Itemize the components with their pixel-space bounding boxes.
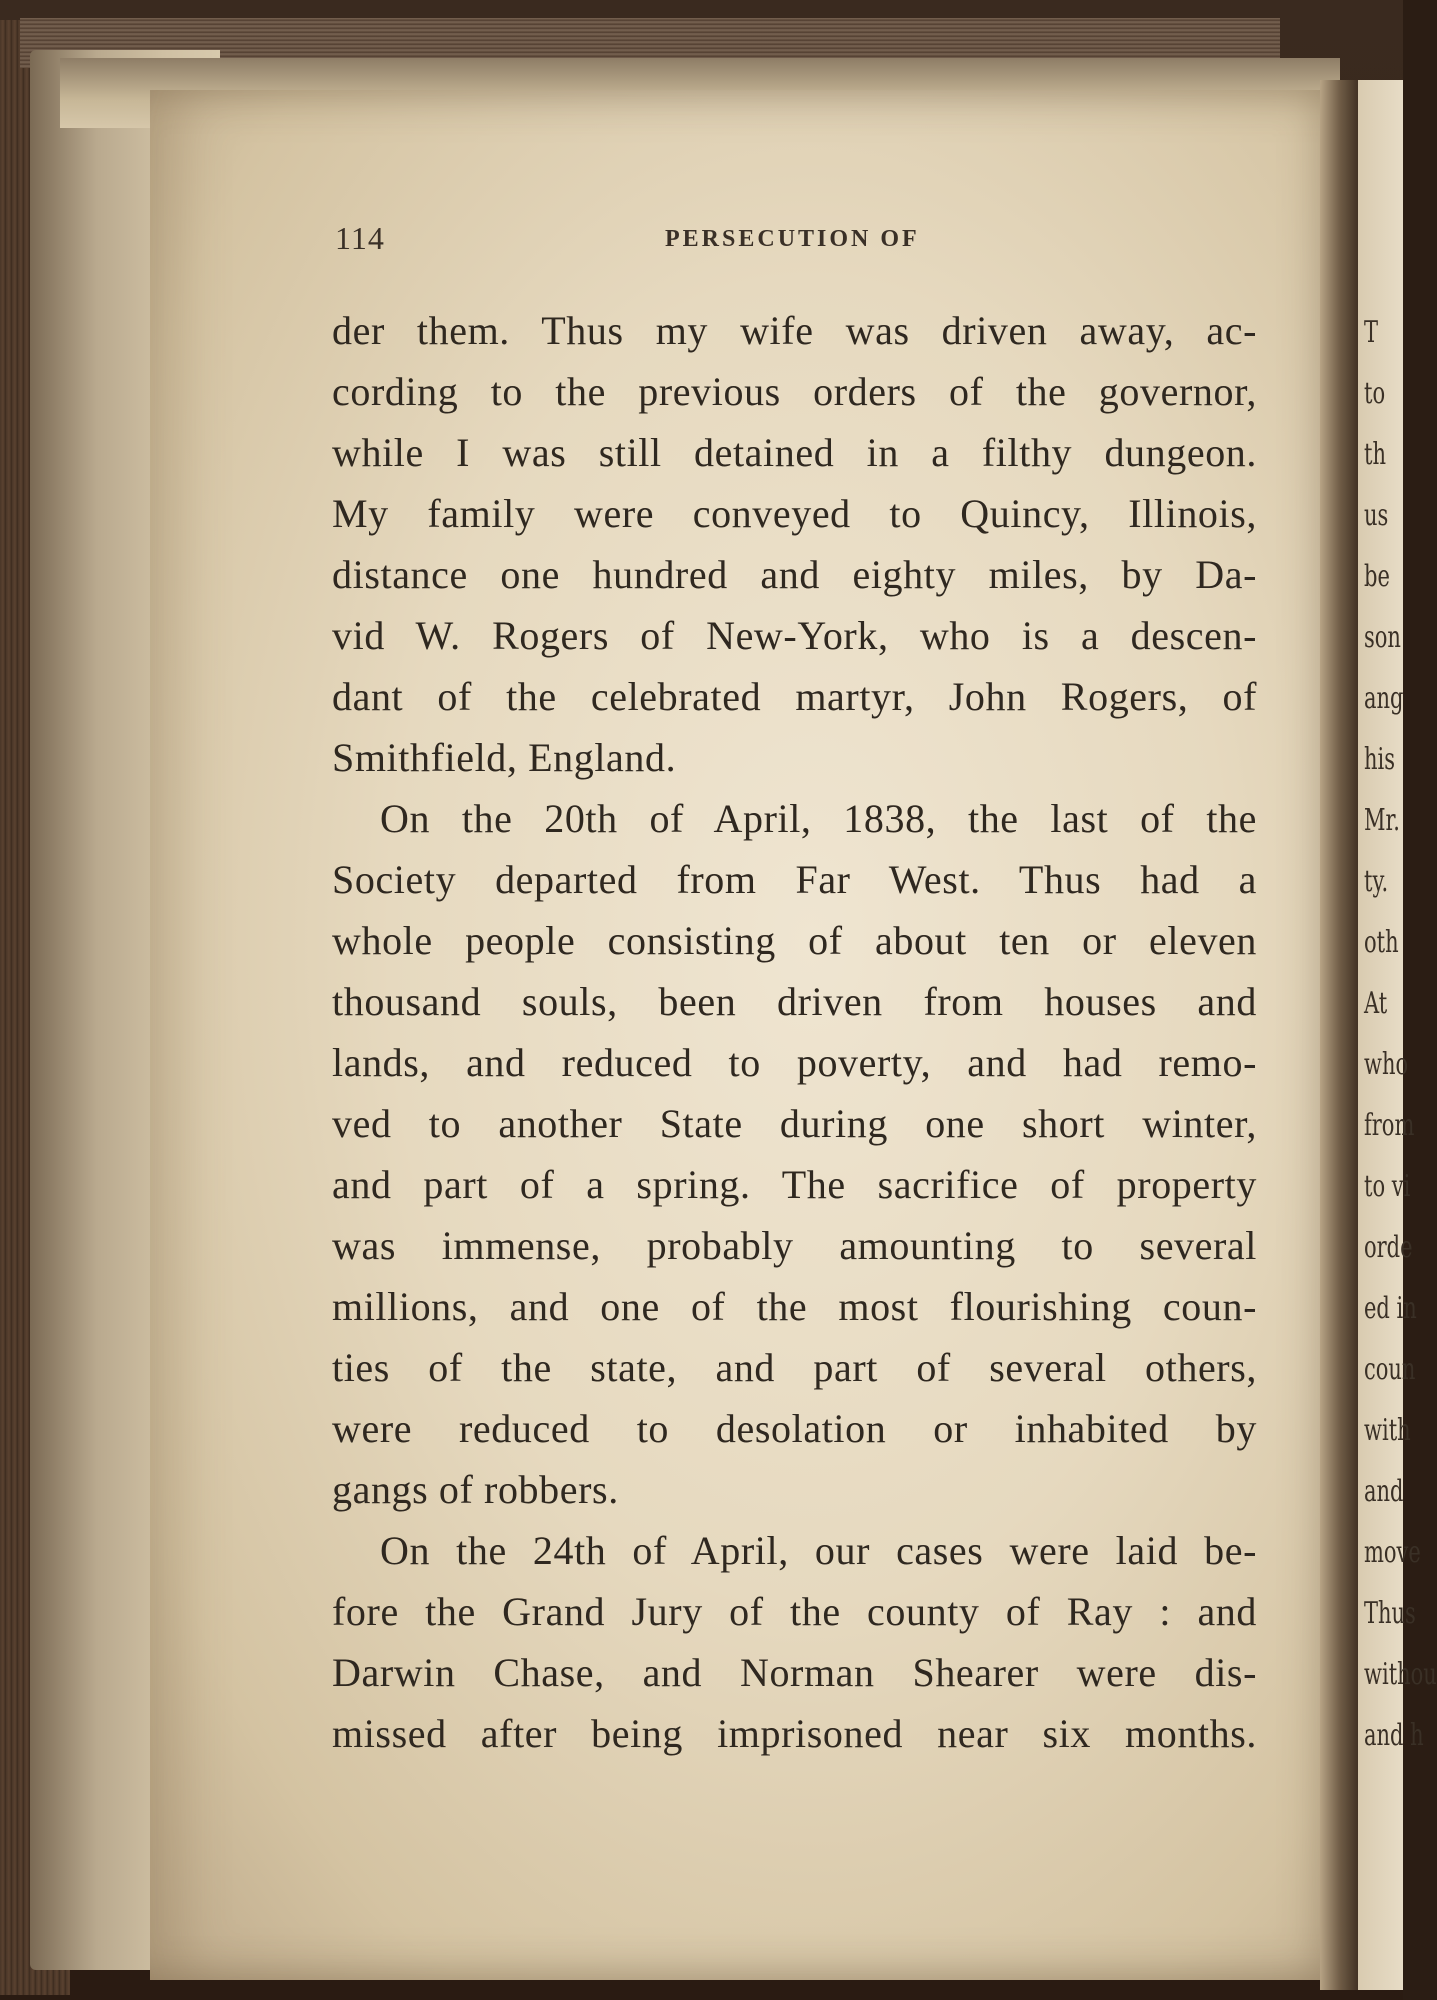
- next-page-fragment: move: [1364, 1535, 1421, 1570]
- text-line: whole people consisting of about ten or eleven: [332, 918, 1257, 963]
- text-line: gangs of robbers.: [332, 1467, 619, 1512]
- text-line: lands, and reduced to poverty, and had remo-: [332, 1040, 1257, 1085]
- next-page-edge: [1358, 80, 1437, 1990]
- text-line: My family were conveyed to Quincy, Illinois,: [332, 491, 1257, 536]
- next-page-fragment: his: [1364, 742, 1396, 777]
- text-line: while I was still detained in a filthy dungeon.: [332, 430, 1257, 475]
- next-page-fragment: son: [1364, 620, 1401, 655]
- next-page-fragment: from: [1364, 1108, 1415, 1143]
- next-page-fragment: with: [1364, 1413, 1411, 1448]
- text-line: thousand souls, been driven from houses and: [332, 979, 1257, 1024]
- text-line: Darwin Chase, and Norman Shearer were dis-: [332, 1650, 1257, 1695]
- next-page-fragment: and h: [1364, 1718, 1424, 1753]
- next-page-fragment: orde: [1364, 1230, 1413, 1265]
- text-line: were reduced to desolation or inhabited by: [332, 1406, 1257, 1451]
- book-gutter: [1320, 80, 1360, 1990]
- text-line: vid W. Rogers of New-York, who is a descen-: [332, 613, 1257, 658]
- text-line: On the 20th of April, 1838, the last of the: [380, 796, 1257, 841]
- next-page-fragment: oth: [1364, 925, 1399, 960]
- text-line: cording to the previous orders of the governor,: [332, 369, 1257, 414]
- next-page-fragment: coun: [1364, 1352, 1416, 1387]
- running-title: PERSECUTION OF: [665, 226, 920, 252]
- text-line: der them. Thus my wife was driven away, ac-: [332, 308, 1257, 353]
- text-line: ties of the state, and part of several others,: [332, 1345, 1257, 1390]
- page-body-text: [332, 300, 1257, 1764]
- next-page-fragment: th: [1364, 437, 1386, 472]
- text-line: On the 24th of April, our cases were laid be-: [380, 1528, 1257, 1573]
- next-page-fragment: Mr.: [1364, 803, 1400, 838]
- next-page-fragment: to: [1364, 376, 1386, 411]
- text-line: and part of a spring. The sacrifice of property: [332, 1162, 1257, 1207]
- text-line: distance one hundred and eighty miles, by Da-: [332, 552, 1257, 597]
- next-page-fragment: us: [1364, 498, 1389, 533]
- next-page-fragment: be: [1364, 559, 1390, 594]
- text-line: Smithfield, England.: [332, 735, 677, 780]
- next-page-fragment: and: [1364, 1474, 1404, 1509]
- next-page-fragment: ang: [1364, 681, 1404, 716]
- text-line: dant of the celebrated martyr, John Rogers, of: [332, 674, 1257, 719]
- text-line: was immense, probably amounting to several: [332, 1223, 1257, 1268]
- page-number: 114: [335, 220, 385, 256]
- next-page-fragment: who: [1364, 1047, 1409, 1082]
- text-line: Society departed from Far West. Thus had a: [332, 857, 1257, 902]
- text-line: millions, and one of the most flourishing coun-: [332, 1284, 1257, 1329]
- next-page-fragment: ty.: [1364, 864, 1389, 899]
- text-line: missed after being imprisoned near six months.: [332, 1711, 1257, 1756]
- text-line: fore the Grand Jury of the county of Ray : and: [332, 1589, 1257, 1634]
- next-page-fragment: withou: [1364, 1657, 1437, 1692]
- next-page-fragment: ed in: [1364, 1291, 1417, 1326]
- page-header: [335, 220, 1265, 260]
- next-page-fragment: Thus: [1364, 1596, 1416, 1631]
- next-page-fragment: to vi: [1364, 1169, 1411, 1204]
- next-page-fragment: At: [1364, 986, 1388, 1021]
- next-page-fragment: T: [1364, 315, 1379, 350]
- text-line: ved to another State during one short winter,: [332, 1101, 1257, 1146]
